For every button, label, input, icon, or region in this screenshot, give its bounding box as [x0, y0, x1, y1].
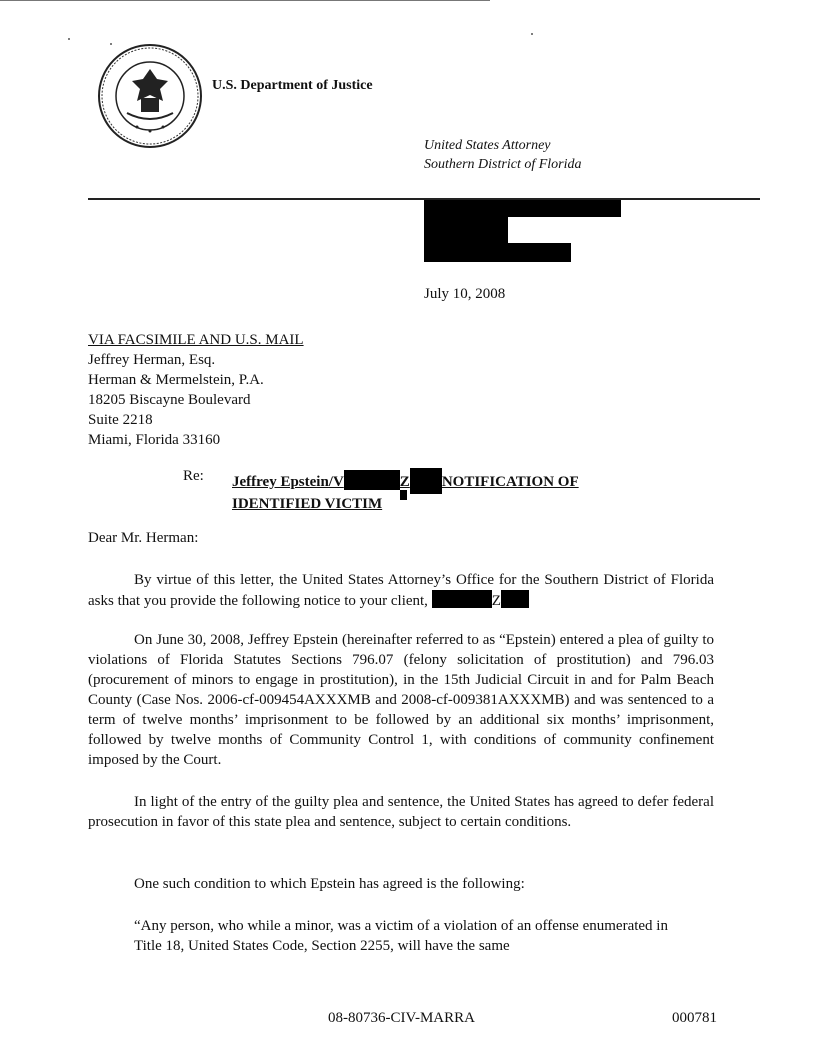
re-subject-line2: IDENTIFIED VICTIM — [232, 496, 383, 512]
paragraph-4 — [88, 874, 714, 894]
office-name — [424, 136, 582, 174]
scan-speck — [110, 43, 112, 45]
paragraph-1-text: By virtue of this letter, the United States Attorney’s Office for the Southern District of Florida asks that you provide the following notice to your client, — [88, 572, 714, 609]
redaction-block — [432, 590, 492, 608]
redaction-block — [424, 217, 508, 243]
paragraph-3-text: In light of the entry of the guilty plea and sentence, the United States has agreed to defer federal prosecution in favor of this state plea and sentence, subject to certain conditions. — [88, 794, 714, 830]
addressee-suite: Suite 2218 — [88, 412, 153, 428]
addressee-block — [88, 330, 304, 450]
office-line-1: United States Attorney — [424, 138, 551, 153]
paragraph-3 — [88, 792, 714, 832]
re-label: Re: — [183, 468, 204, 484]
addressee-firm: Herman & Mermelstein, P.A. — [88, 372, 264, 388]
re-subject-part3: NOTIFICATION OF — [441, 474, 579, 490]
redaction-block — [501, 590, 529, 608]
redaction-block — [344, 470, 400, 490]
quoted-condition: “Any person, who while a minor, was a victim of a violation of an offense enumerated in Title 18, United States Code, Section 2255, will have the same — [134, 918, 668, 954]
paragraph-1-end: Z — [491, 593, 501, 609]
scan-top-line — [0, 0, 490, 1]
paragraph-1 — [88, 570, 714, 611]
paragraph-2-text: On June 30, 2008, Jeffrey Epstein (hereinafter referred to as “Epstein) entered a plea of guilty to violations of Florida Statutes Sections 796.07 (felony solicitation of prostitution) and 796.03 (procurement of minors to engage in prostitution), in the 15th Judicial Circuit in and for Palm Beach County (Case Nos. 2006-cf-009454AXXXMB and 2008-cf-009381AXXXMB) and was sentenced to a term of twelve months’ imprisonment to be followed by an additional six months’ imprisonment, followed by twelve months of Community Control 1, with conditions of community confinement imposed by the Court. — [88, 632, 714, 768]
re-subject-part1: Jeffrey Epstein/V — [232, 474, 344, 490]
scan-speck — [531, 33, 533, 35]
addressee-name: Jeffrey Herman, Esq. — [88, 352, 216, 368]
scan-speck — [68, 38, 70, 40]
redaction-block — [400, 490, 407, 500]
redaction-block — [424, 243, 571, 262]
salutation: Dear Mr. Herman: — [88, 530, 199, 546]
redaction-block — [424, 200, 621, 217]
paragraph-2 — [88, 630, 714, 770]
office-line-2: Southern District of Florida — [424, 157, 582, 172]
footer-case-number: 08-80736-CIV-MARRA — [328, 1010, 475, 1026]
doj-seal-icon — [97, 43, 203, 149]
addressee-city: Miami, Florida 33160 — [88, 432, 221, 448]
delivery-method: VIA FACSIMILE AND U.S. MAIL — [88, 332, 304, 348]
redaction-block — [410, 468, 442, 494]
footer-page-id: 000781 — [672, 1010, 717, 1026]
re-subject-part2: Z — [399, 474, 410, 490]
addressee-street: 18205 Biscayne Boulevard — [88, 392, 251, 408]
letter-date: July 10, 2008 — [424, 286, 506, 302]
department-name: U.S. Department of Justice — [212, 78, 373, 93]
paragraph-4-text: One such condition to which Epstein has agreed is the following: — [134, 876, 525, 892]
